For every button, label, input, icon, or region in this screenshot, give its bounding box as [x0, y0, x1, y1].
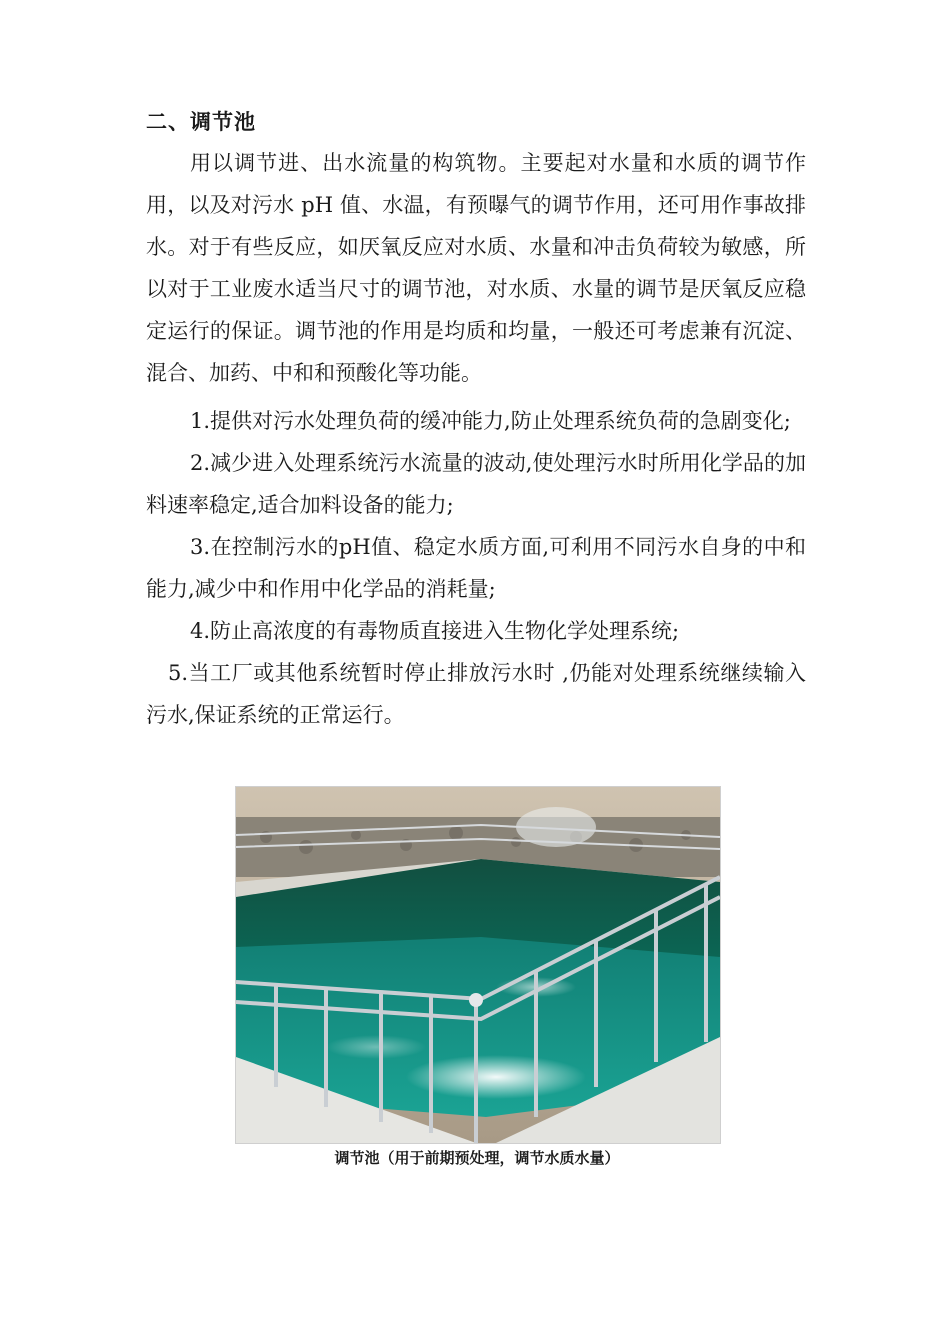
function-list [146, 400, 806, 736]
list-item: 4.防止高浓度的有毒物质直接进入生物化学处理系统; [190, 619, 680, 643]
list-item: 2.减少进入处理系统污水流量的波动,使处理污水时所用化学品的加料速率稳定,适合加料设备的能力; [146, 451, 806, 517]
list-item: 3.在控制污水的pH值、稳定水质方面,可利用不同污水自身的中和能力,减少中和作用中化学品的消耗量; [146, 535, 806, 601]
intro-paragraph: 用以调节进、出水流量的构筑物。主要起对水量和水质的调节作用，以及对污水 pH 值、水温，有预曝气的调节作用，还可用作事故排水。对于有些反应，如厌氧反应对水质、水量和冲击负荷较为敏感，所以对于工业废水适当尺寸的调节池，对水质、水量的调节是厌氧反应稳定运行的保证。调节池的作用是均质和均量，一般还可考虑兼有沉淀、混合、加药、中和和预酸化等功能。 [146, 151, 806, 385]
tank-illustration [236, 787, 720, 1143]
list-item: 5.当工厂或其他系统暂时停止排放污水时 ,仍能对处理系统继续输入污水,保证系统的正常运行。 [146, 661, 806, 727]
figure-caption: 调节池（用于前期预处理，调节水质水量） [334, 1149, 620, 1167]
list-item: 1.提供对污水处理负荷的缓冲能力,防止处理系统负荷的急剧变化; [190, 409, 791, 433]
regulating-tank-photo [235, 786, 721, 1144]
section-heading: 二、调节池 [146, 110, 256, 134]
